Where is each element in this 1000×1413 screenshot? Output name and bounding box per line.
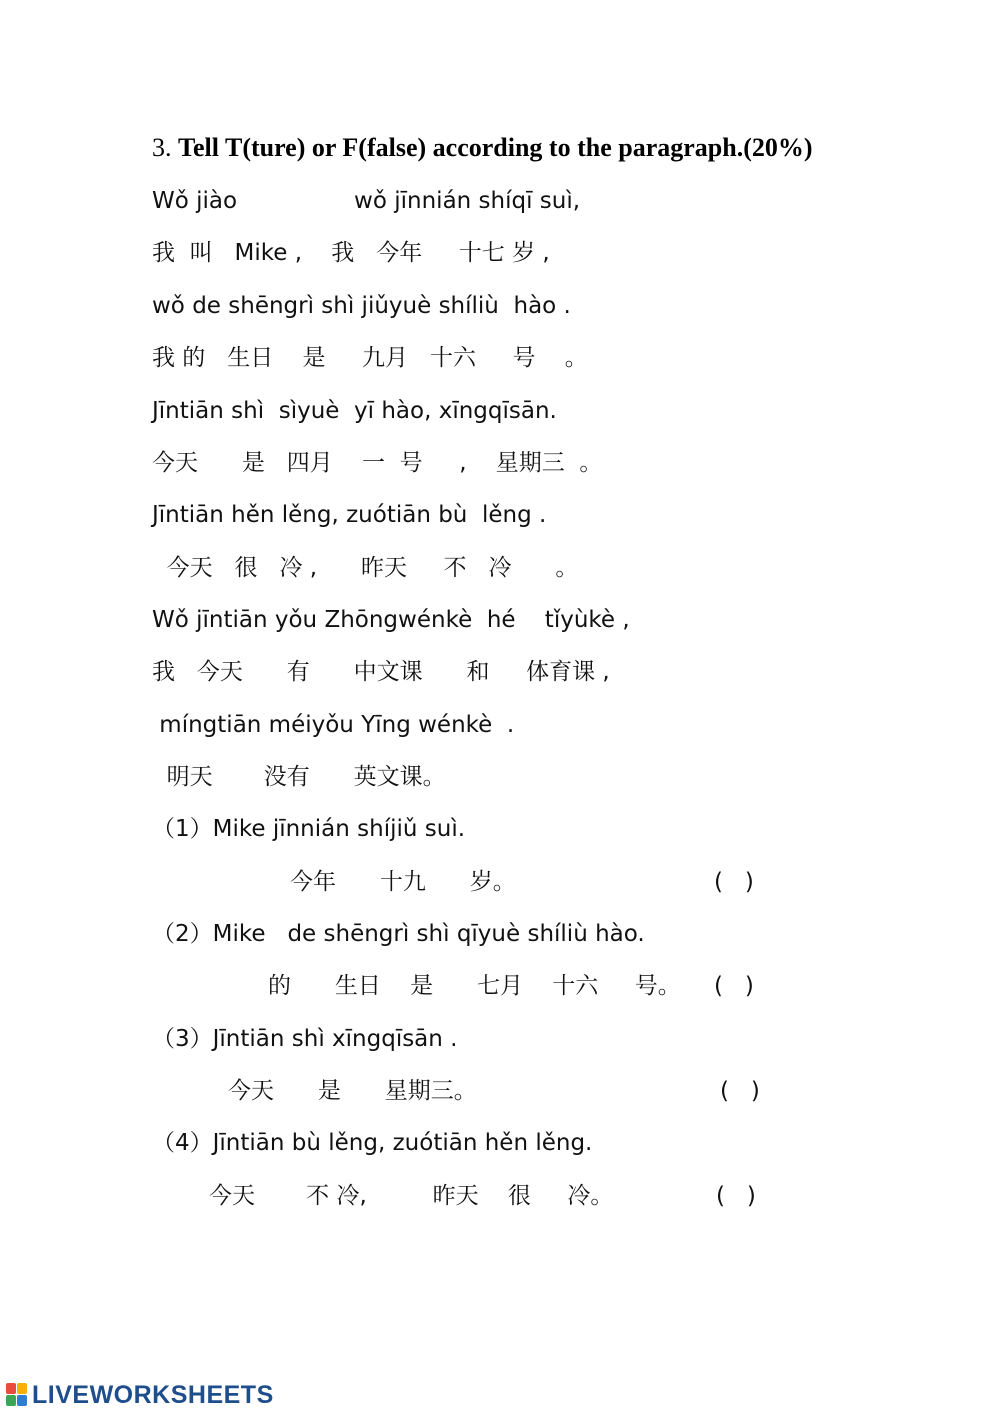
question-3-answer-blank[interactable]: ( ) (720, 1078, 760, 1104)
paragraph-line: 我 叫 Mike , 我 今年 十七 岁 , (152, 240, 550, 266)
exercise-title (152, 132, 813, 164)
question-3-hanzi: 今天 是 星期三。 (228, 1078, 477, 1104)
logo-square-green (6, 1395, 16, 1406)
paragraph-line: 今天 很 冷 , 昨天 不 冷 。 (152, 555, 579, 581)
question-2-hanzi: 的 生日 是 七月 十六 号。 (268, 973, 681, 999)
question-3-pinyin: （3）Jīntiān shì xīngqīsān . (152, 1026, 458, 1052)
paragraph-line: míngtiān méiyǒu Yīng wénkè . (152, 712, 515, 738)
question-1-hanzi: 今年 十九 岁。 (290, 869, 516, 895)
question-4-answer-blank[interactable]: ( ) (716, 1183, 756, 1209)
paragraph-line: Wǒ jiào wǒ jīnnián shíqī suì, (152, 188, 581, 214)
logo-square-blue (17, 1395, 27, 1406)
paragraph-line: Jīntiān hěn lěng, zuótiān bù lěng . (152, 502, 547, 528)
liveworksheets-brand: LIVEWORKSHEETS (32, 1381, 274, 1409)
question-2-answer-blank[interactable]: ( ) (714, 973, 754, 999)
question-1-answer-blank[interactable]: ( ) (714, 869, 754, 895)
paragraph-line: Wǒ jīntiān yǒu Zhōngwénkè hé tǐyùkè , (152, 607, 630, 633)
paragraph-line: Jīntiān shì sìyuè yī hào, xīngqīsān. (152, 398, 557, 424)
question-2-pinyin: （2）Mike de shēngrì shì qīyuè shíliù hào. (152, 921, 645, 947)
question-4-hanzi: 今天 不 冷, 昨天 很 冷。 (209, 1183, 614, 1209)
logo-square-yellow (17, 1383, 27, 1394)
exercise-number: 3. (152, 133, 178, 162)
liveworksheets-footer (6, 1381, 274, 1409)
question-4-pinyin: （4）Jīntiān bù lěng, zuótiān hěn lěng. (152, 1130, 593, 1156)
liveworksheets-logo-icon (6, 1383, 28, 1407)
exercise-instruction: Tell T(ture) or F(false) according to the paragraph.(20%) (178, 133, 813, 162)
question-1-pinyin: （1）Mike jīnnián shíjiǔ suì. (152, 816, 466, 842)
paragraph-line: 我 的 生日 是 九月 十六 号 。 (152, 345, 588, 371)
paragraph-line: 我 今天 有 中文课 和 体育课 , (152, 659, 610, 685)
paragraph-line: 今天 是 四月 一 号 , 星期三 。 (152, 450, 603, 476)
logo-square-red (6, 1383, 16, 1394)
paragraph-line: 明天 没有 英文课。 (152, 764, 446, 790)
paragraph-line: wǒ de shēngrì shì jiǔyuè shíliù hào . (152, 293, 571, 319)
